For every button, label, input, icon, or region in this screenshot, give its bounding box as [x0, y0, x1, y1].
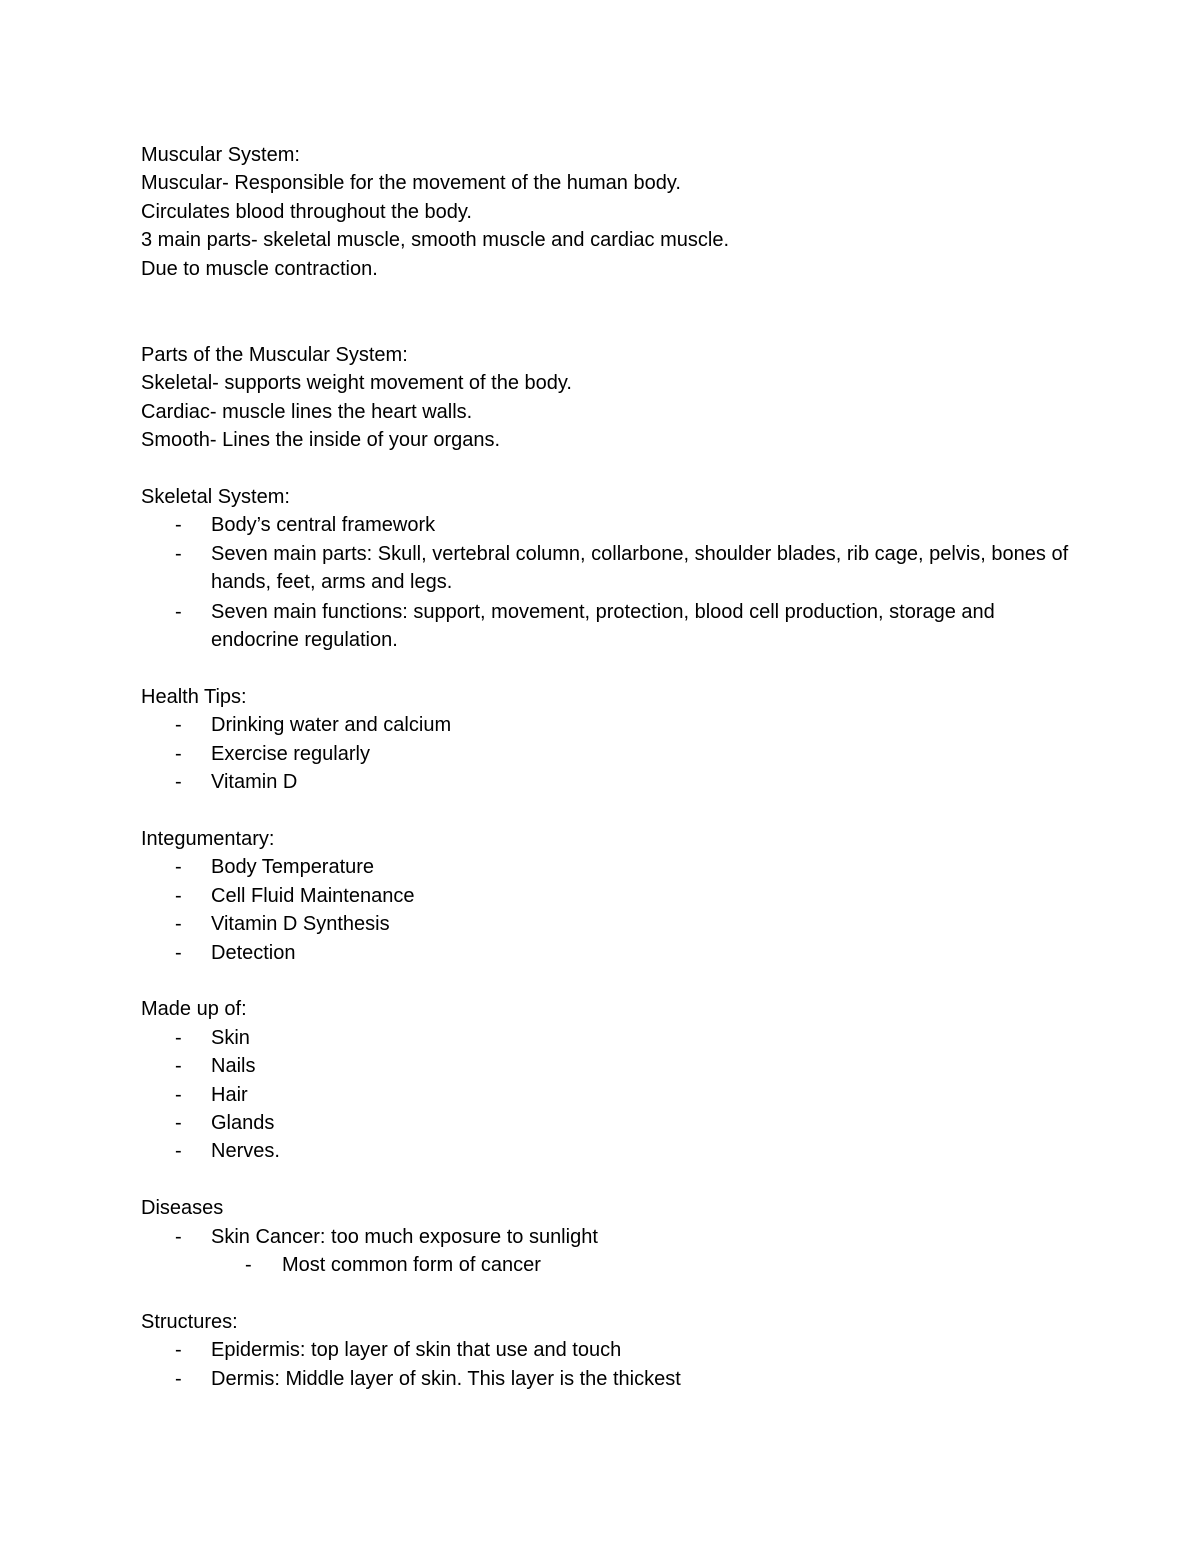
list-item-text: Exercise regularly: [211, 742, 370, 765]
list-item: [141, 882, 1081, 910]
list-item-text: Seven main functions: support, movement, protection, blood cell production, storage and endocrine regulation.: [211, 600, 995, 652]
text-line: Cardiac- muscle lines the heart walls.: [141, 400, 473, 423]
list-item: [141, 768, 1081, 796]
bullet-list-structures: [141, 1336, 1081, 1393]
list-item: [141, 1223, 1081, 1251]
spacer: [141, 797, 1081, 825]
dash-bullet: -: [175, 1055, 182, 1078]
dash-bullet: -: [175, 771, 182, 794]
section-heading-skeletal: Skeletal System:: [141, 486, 290, 509]
list-item: [141, 1336, 1081, 1364]
text-line: Muscular- Responsible for the movement of the human body.: [141, 172, 681, 195]
spacer: [141, 654, 1081, 682]
list-item-text: Drinking water and calcium: [211, 714, 452, 737]
section-heading-parts: Parts of the Muscular System:: [141, 344, 408, 367]
document-page: [141, 141, 1081, 1393]
dash-bullet: -: [175, 1083, 182, 1106]
spacer: [141, 1279, 1081, 1307]
list-item-text: Most common form of cancer: [282, 1253, 541, 1276]
section-heading-muscular: Muscular System:: [141, 144, 300, 166]
list-item: [141, 711, 1081, 739]
spacer: [141, 1166, 1081, 1194]
spacer: [141, 967, 1081, 995]
list-item: [141, 1081, 1081, 1109]
list-item-text: Glands: [211, 1111, 275, 1134]
bullet-list-skeletal: [141, 511, 1081, 654]
list-item-text: Vitamin D: [211, 771, 298, 794]
list-item-text: Epidermis: top layer of skin that use and touch: [211, 1339, 622, 1362]
dash-bullet: -: [175, 856, 182, 879]
section-heading-structures: Structures:: [141, 1310, 238, 1333]
bullet-list-integumentary: [141, 853, 1081, 967]
bullet-list-health: [141, 711, 1081, 796]
dash-bullet: -: [245, 1253, 252, 1276]
bullet-list-diseases: [141, 1223, 1081, 1251]
list-item-text: Seven main parts: Skull, vertebral column, collarbone, shoulder blades, rib cage, pelvis, bones of hands, feet, arms and legs.: [211, 542, 1069, 594]
dash-bullet: -: [175, 742, 182, 765]
list-item-text: Body Temperature: [211, 856, 375, 879]
spacer: [141, 283, 1081, 341]
list-item-text: Hair: [211, 1083, 248, 1106]
list-item-text: Skin Cancer: too much exposure to sunlight: [211, 1225, 598, 1248]
dash-bullet: -: [175, 884, 182, 907]
list-item: [141, 853, 1081, 881]
sub-bullet-list-diseases: [141, 1251, 1081, 1279]
dash-bullet: -: [175, 913, 182, 936]
bullet-list-made-up-of: [141, 1024, 1081, 1166]
text-line: Due to muscle contraction.: [141, 257, 378, 280]
list-item: [141, 511, 1081, 539]
dash-bullet: -: [175, 600, 182, 623]
list-item: [141, 740, 1081, 768]
list-item: [141, 598, 1081, 655]
dash-bullet: -: [175, 1339, 182, 1362]
list-item: [141, 540, 1081, 597]
text-line: 3 main parts- skeletal muscle, smooth muscle and cardiac muscle.: [141, 229, 730, 252]
list-item: [141, 1052, 1081, 1080]
dash-bullet: -: [175, 1367, 182, 1390]
list-item: [141, 1109, 1081, 1137]
dash-bullet: -: [175, 1225, 182, 1248]
list-item-text: Nerves.: [211, 1140, 280, 1163]
list-item: [141, 1024, 1081, 1052]
list-item-text: Dermis: Middle layer of skin. This layer is the thickest: [211, 1367, 681, 1390]
list-item-text: Vitamin D Synthesis: [211, 913, 390, 936]
dash-bullet: -: [175, 1111, 182, 1134]
list-item-text: Skin: [211, 1026, 250, 1049]
section-heading-integumentary: Integumentary:: [141, 827, 275, 850]
list-item-text: Body’s central framework: [211, 514, 436, 537]
list-item: [141, 1137, 1081, 1165]
list-item: [141, 939, 1081, 967]
dash-bullet: -: [175, 714, 182, 737]
dash-bullet: -: [175, 941, 182, 964]
list-item-text: Nails: [211, 1055, 256, 1078]
text-line: Smooth- Lines the inside of your organs.: [141, 429, 501, 452]
section-heading-diseases: Diseases: [141, 1197, 224, 1220]
dash-bullet: -: [175, 1026, 182, 1049]
section-heading-made-up-of: Made up of:: [141, 998, 247, 1021]
text-line: Circulates blood throughout the body.: [141, 200, 472, 223]
sub-list-item: [141, 1251, 1081, 1279]
spacer: [141, 455, 1081, 483]
dash-bullet: -: [175, 542, 182, 565]
section-heading-health: Health Tips:: [141, 685, 247, 708]
dash-bullet: -: [175, 514, 182, 537]
list-item: [141, 910, 1081, 938]
list-item: [141, 1365, 1081, 1393]
dash-bullet: -: [175, 1140, 182, 1163]
list-item-text: Detection: [211, 941, 296, 964]
list-item-text: Cell Fluid Maintenance: [211, 884, 415, 907]
text-line: Skeletal- supports weight movement of the body.: [141, 372, 572, 395]
